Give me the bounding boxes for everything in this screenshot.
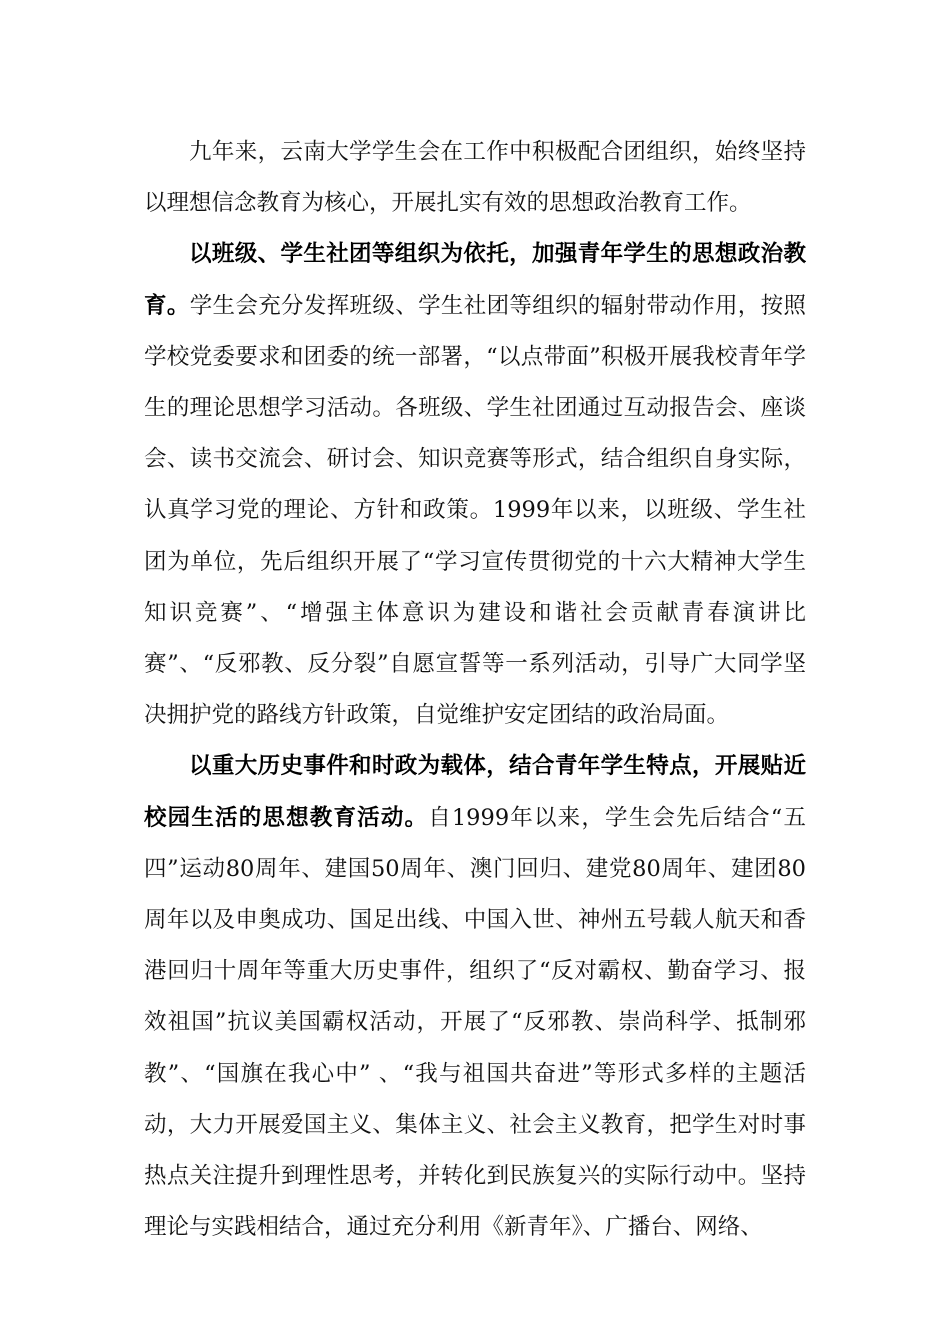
paragraph-text: 学生会充分发挥班级、学生社团等组织的辐射带动作用，按照学校党委要求和团委的统一部署，“以点带面”积极开展我校青年学生的理论思想学习活动。各班级、学生社团通过互动报告会、座谈会、读书交流会、研讨会、知识竞赛等形式，结合组织自身实际，认真学习党的理论、方针和政策。1999年以来，以班级、学生社团为单位，先后组织开展了“学习宣传贯彻党的十六大精神大学生知识竞赛”、“增强主体意识为建设和谐社会贡献青春演讲比赛”、“反邪教、反分裂”自愿宣誓等一系列活动，引导广大同学坚决拥护党的路线方针政策，自觉维护安定团结的政治局面。: [144, 292, 806, 729]
paragraph-class-organizations: [144, 229, 806, 741]
paragraph-text: 自1999年以来，学生会先后结合“五四”运动80周年、建国50周年、澳门回归、建党80周年、建团80周年以及申奥成功、国足出线、中国入世、神州五号载人航天和香港回归十周年等重大历史事件，组织了“反对霸权、勤奋学习、报效祖国”抗议美国霸权活动，开展了“反邪教、崇尚科学、抵制邪教”、“国旗在我心中” 、“我与祖国共奋进”等形式多样的主题活动，大力开展爱国主义、集体主义、社会主义教育，把学生对时事热点关注提升到理性思考，并转化到民族复兴的实际行动中。坚持理论与实践相结合，通过充分利用《新青年》、广播台、网络、: [144, 804, 806, 1241]
paragraph-lead: 以重大历史事件和时政为载体，结合青年学生特点，开展贴近校园生活的思想教育活动。: [144, 753, 806, 831]
paragraph-intro: [144, 127, 806, 229]
document-body: [144, 127, 806, 1253]
paragraph-text: 九年来，云南大学学生会在工作中积极配合团组织，始终坚持以理想信念教育为核心，开展扎实有效的思想政治教育工作。: [144, 139, 806, 217]
paragraph-lead: 以班级、学生社团等组织为依托，加强青年学生的思想政治教育。: [144, 241, 806, 319]
paragraph-historical-events: [144, 741, 806, 1253]
